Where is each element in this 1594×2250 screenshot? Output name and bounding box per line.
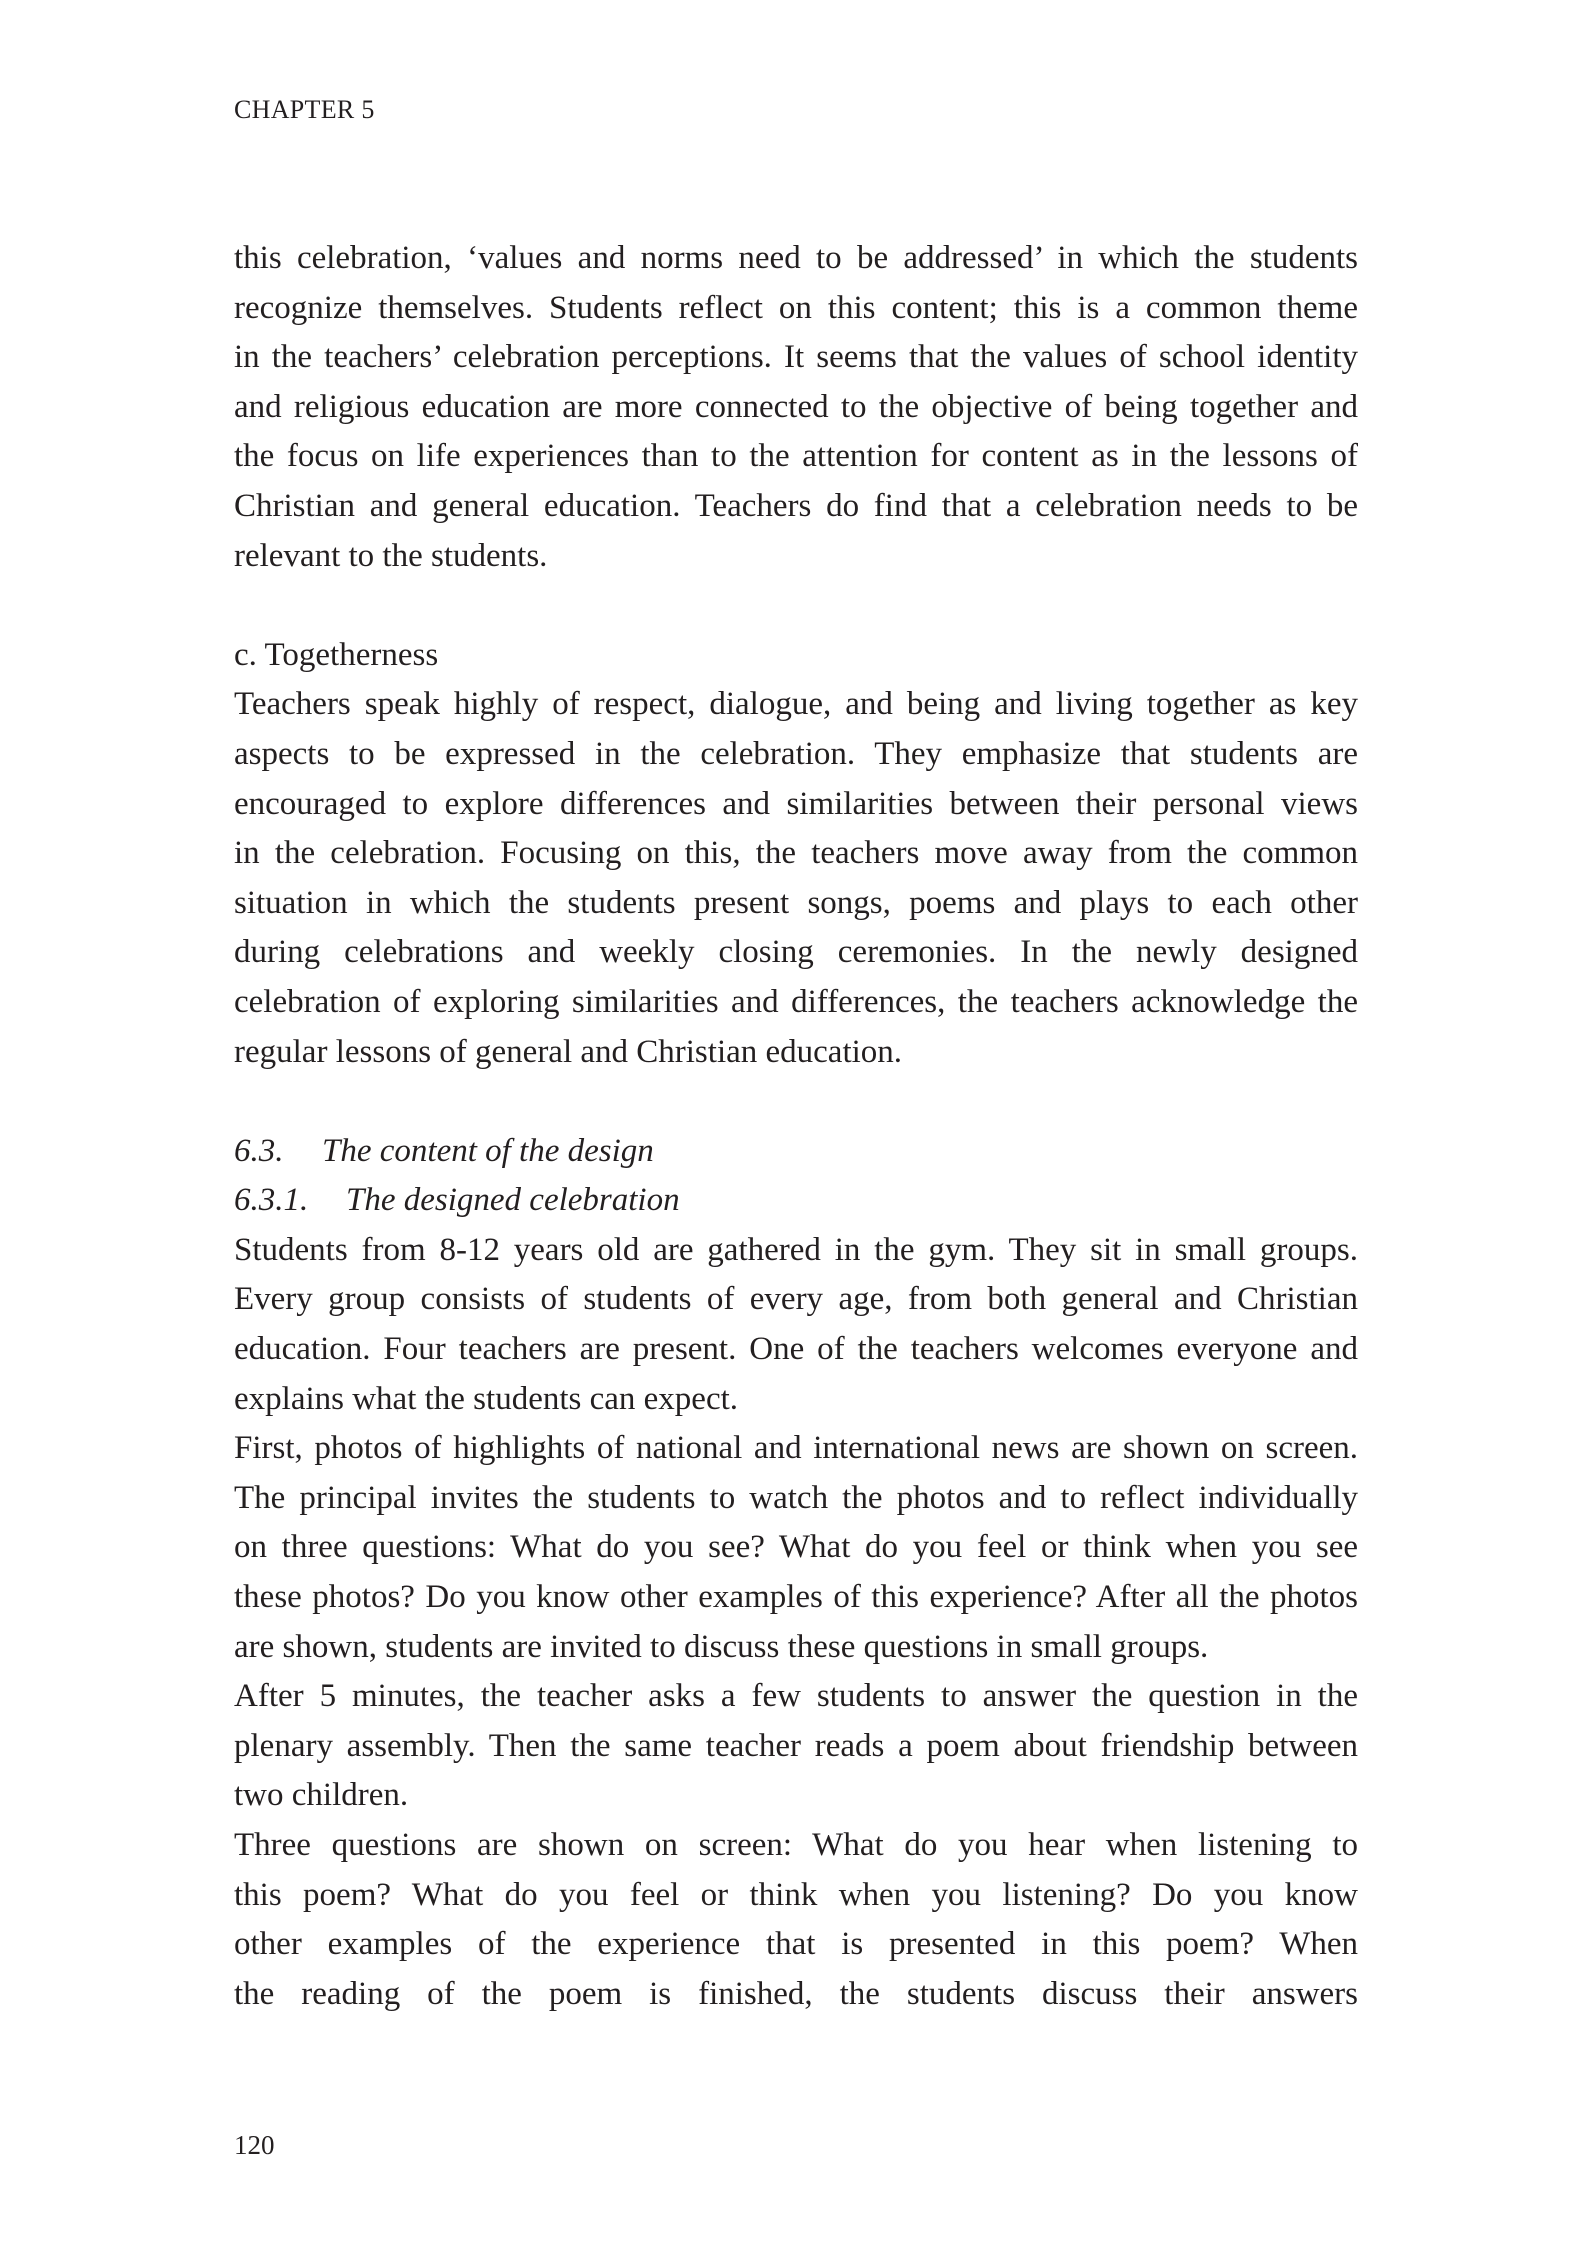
text-line: After 5 minutes, the teacher asks a few students to answer the question in the <box>234 1678 1358 1715</box>
text-line: First, photos of highlights of national and international news are shown on screen. <box>234 1430 1358 1467</box>
text-line: two children. <box>234 1777 409 1814</box>
text-line: encouraged to explore differences and similarities between their personal views <box>234 785 1358 822</box>
section-number: 6.3. <box>234 1132 284 1169</box>
text-line: plenary assembly. Then the same teacher reads a poem about friendship between <box>234 1727 1358 1764</box>
text-line: are shown, students are invited to discuss these questions in small groups. <box>234 1628 1209 1665</box>
text-line: these photos? Do you know other examples of this experience? After all the photos <box>234 1579 1358 1616</box>
text-line: on three questions: What do you see? What do you feel or think when you see <box>234 1529 1358 1566</box>
text-line: celebration of exploring similarities and differences, the teachers acknowledge the <box>234 983 1358 1020</box>
page-number: 120 <box>234 2130 275 2160</box>
text-line: Students from 8-12 years old are gathered in the gym. They sit in small groups. <box>234 1231 1358 1268</box>
section-title: The content of the design <box>322 1132 654 1169</box>
paragraph-values <box>234 234 1358 581</box>
paragraph-poem <box>234 1672 1358 1821</box>
text-line: Every group consists of students of every age, from both general and Christian <box>234 1281 1358 1318</box>
section-number: 6.3.1. <box>234 1182 309 1219</box>
text-line: recognize themselves. Students reflect on this content; this is a common theme <box>234 289 1358 326</box>
text-line: in the teachers’ celebration perceptions. It seems that the values of school identity <box>234 339 1358 376</box>
text-line: The principal invites the students to watch the photos and to reflect individually <box>234 1479 1358 1516</box>
paragraph-gap <box>234 1077 1358 1127</box>
text-line: situation in which the students present songs, poems and plays to each other <box>234 884 1358 921</box>
text-line: Three questions are shown on screen: What do you hear when listening to <box>234 1827 1358 1863</box>
text-line: this celebration, ‘values and norms need to be addressed’ in which the students <box>234 240 1358 276</box>
text-line: the reading of the poem is finished, the students discuss their answers <box>234 1975 1358 2012</box>
text-line: relevant to the students. <box>234 537 548 574</box>
paragraph-questions <box>234 1821 1358 2019</box>
text-line: education. Four teachers are present. One of the teachers welcomes everyone and <box>234 1331 1358 1368</box>
text-line: explains what the students can expect. <box>234 1380 739 1417</box>
text-line: Teachers speak highly of respect, dialogue, and being and living together as key <box>234 686 1358 723</box>
text-line: regular lessons of general and Christian education. <box>234 1033 903 1070</box>
paragraph-gap <box>234 581 1358 631</box>
text-line: other examples of the experience that is presented in this poem? When <box>234 1926 1358 1963</box>
section-heading-6-3 <box>234 1127 1358 1177</box>
text-line: aspects to be expressed in the celebration. They emphasize that students are <box>234 735 1358 772</box>
section-title: The designed celebration <box>346 1182 680 1219</box>
running-head: CHAPTER 5 <box>234 95 375 124</box>
paragraph-photos <box>234 1424 1358 1672</box>
text-line: this poem? What do you feel or think when you listening? Do you know <box>234 1876 1358 1913</box>
text-line: in the celebration. Focusing on this, the teachers move away from the common <box>234 835 1358 872</box>
paragraph-togetherness <box>234 680 1358 1077</box>
body-text <box>234 234 1358 2019</box>
subheading-togetherness: c. Togetherness <box>234 636 439 673</box>
text-line: and religious education are more connected to the objective of being together and <box>234 388 1358 425</box>
text-line: Christian and general education. Teachers do find that a celebration needs to be <box>234 487 1358 524</box>
section-heading-6-3-1 <box>234 1176 1358 1226</box>
text-line: during celebrations and weekly closing ceremonies. In the newly designed <box>234 934 1358 971</box>
paragraph-gathering <box>234 1226 1358 1424</box>
text-line: the focus on life experiences than to the attention for content as in the lessons of <box>234 438 1358 475</box>
